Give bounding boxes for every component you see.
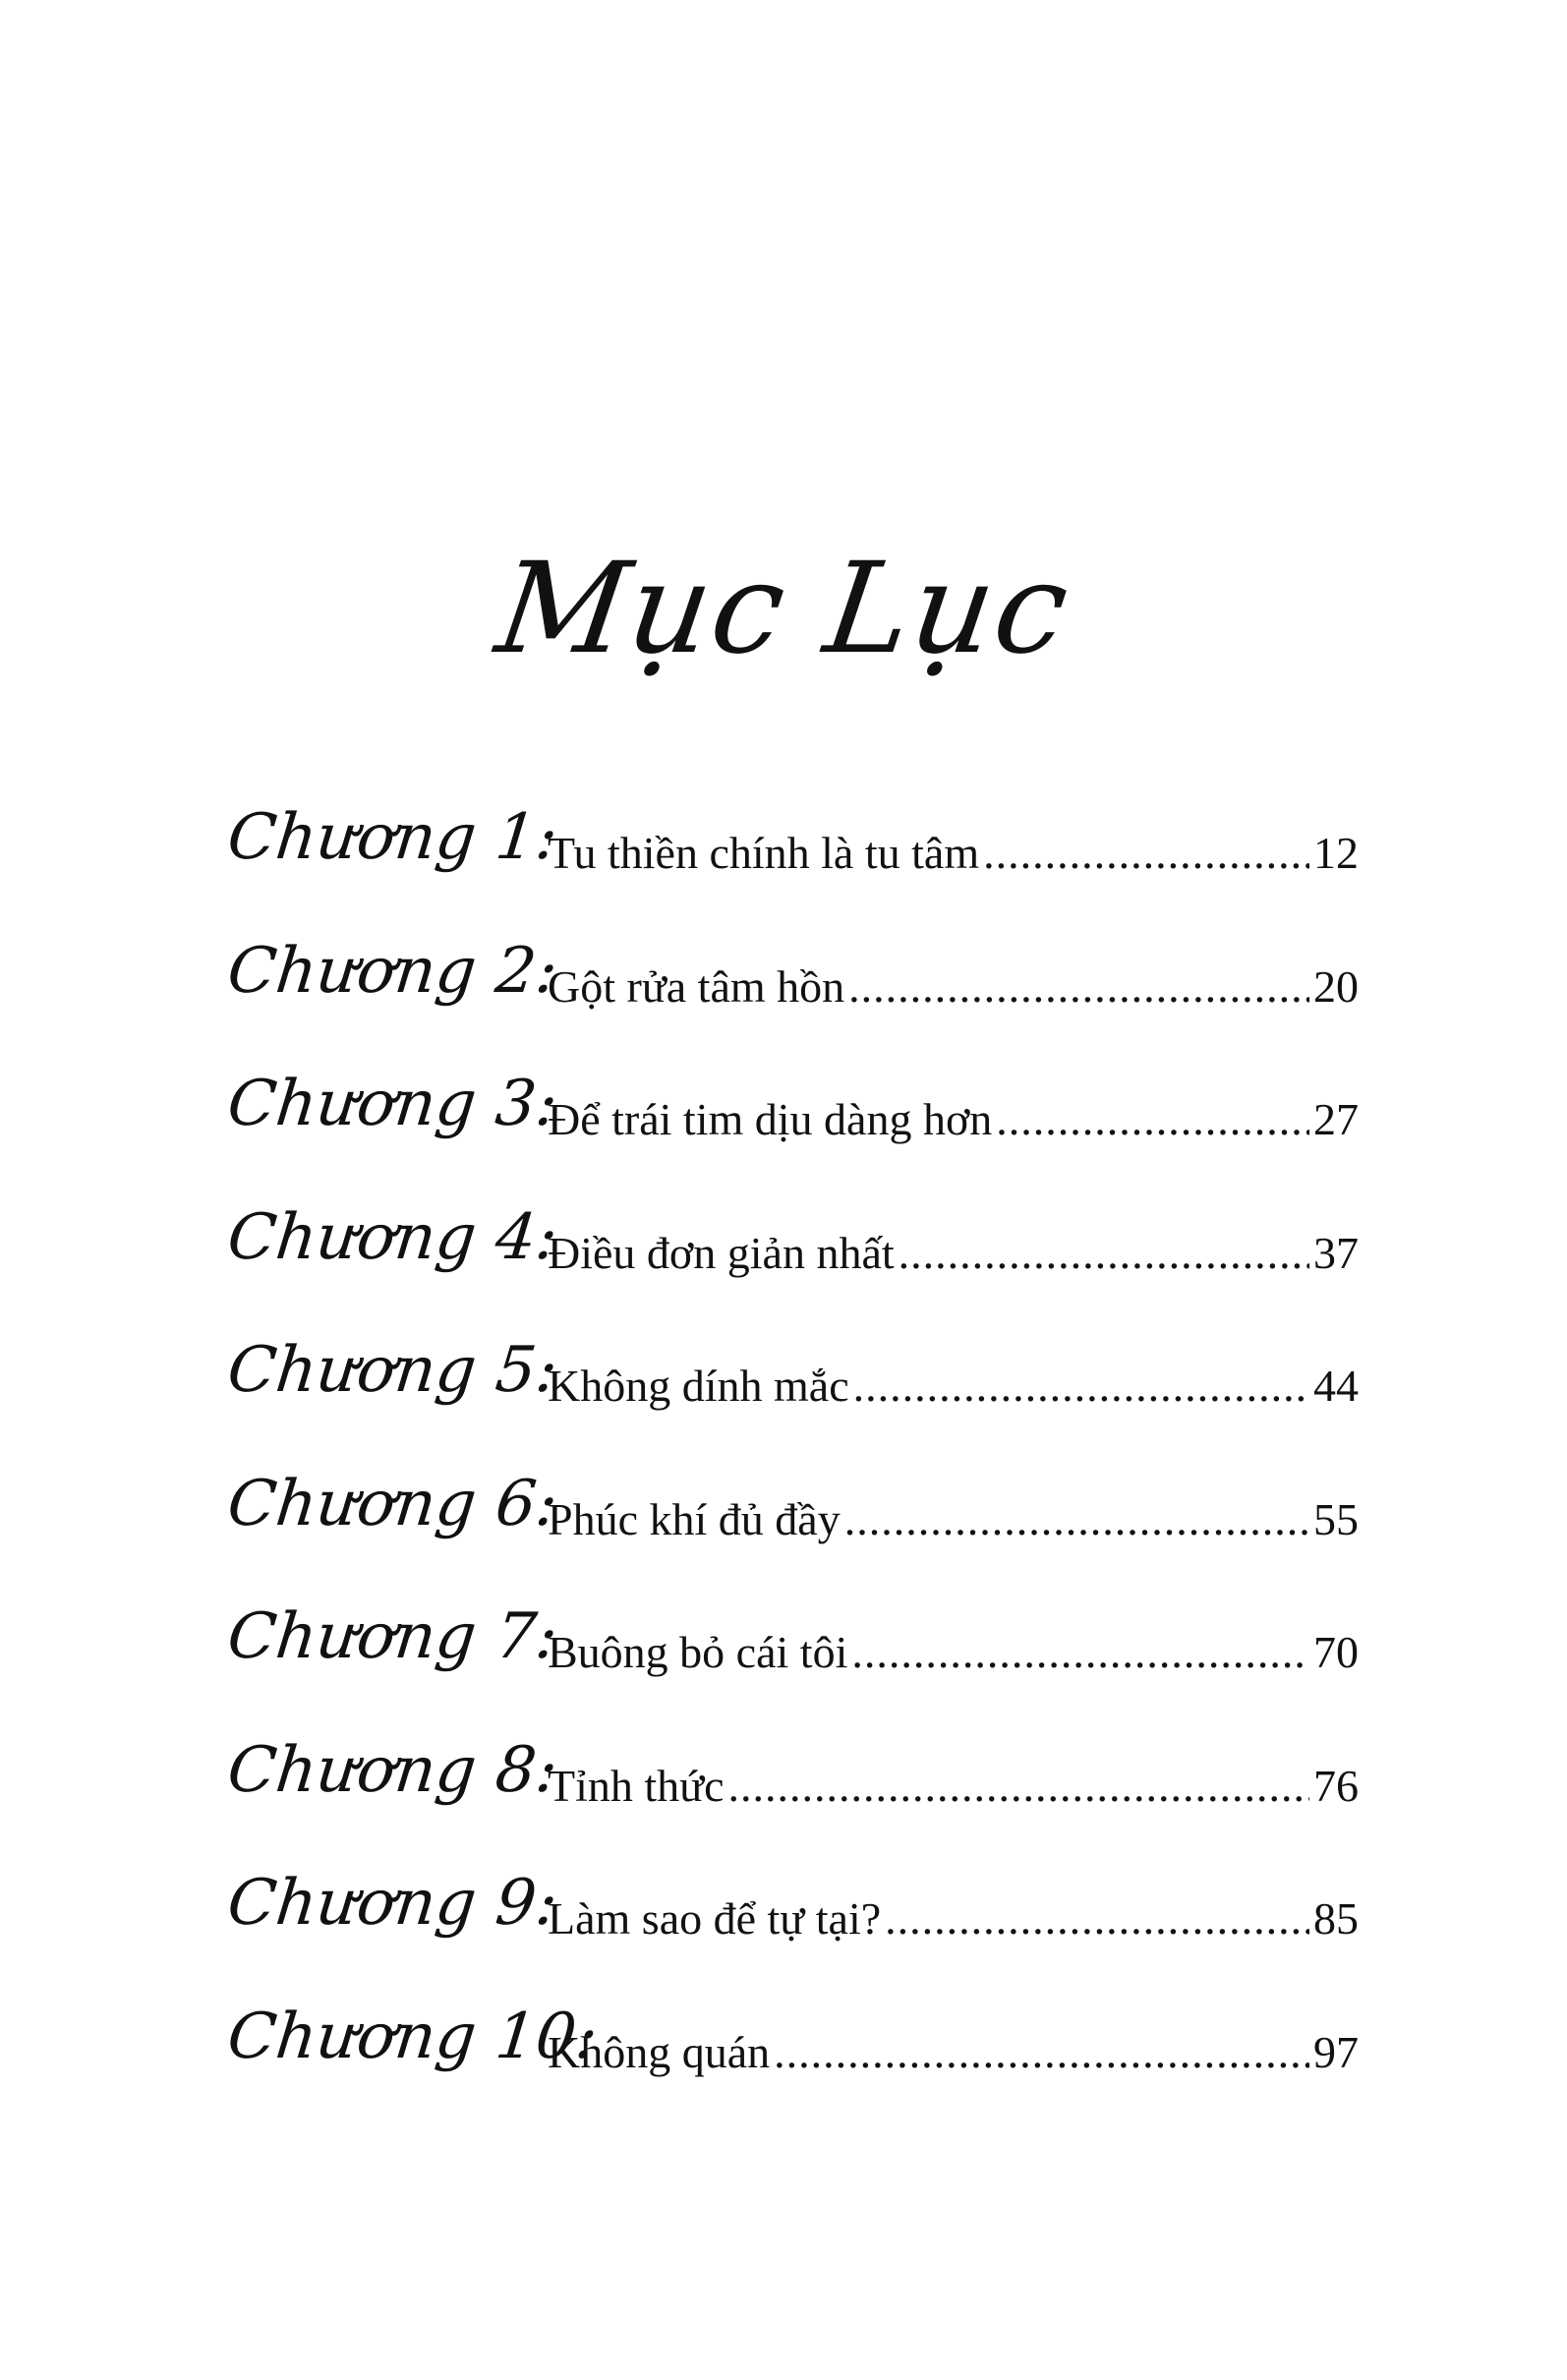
toc-row[interactable] [224,1467,1359,1606]
dot-leader [899,1231,1309,1276]
chapter-label: Chương 4: [224,1200,561,1274]
toc-row[interactable] [224,2000,1359,2139]
chapter-title: Buông bỏ cái tôi [548,1627,848,1677]
page-number: 37 [1313,1227,1359,1278]
dot-leader [851,1630,1309,1675]
chapter-label: Chương 10: [224,2000,602,2073]
page-number: 85 [1313,1893,1359,1944]
toc-entry [548,1493,1359,1544]
dot-leader [774,2030,1309,2075]
toc-row[interactable] [224,1600,1359,1739]
chapter-title: Điều đơn giản nhất [548,1227,895,1278]
toc-row[interactable] [224,1200,1359,1340]
chapter-title: Không dính mắc [548,1361,849,1411]
chapter-label: Chương 6: [224,1467,561,1540]
dot-leader [996,1097,1309,1142]
dot-leader [983,831,1309,876]
toc-row[interactable] [224,1334,1359,1473]
chapter-title: Không quán [548,2026,771,2077]
chapter-label: Chương 3: [224,1068,561,1140]
chapter-title: Để trái tim dịu dàng hơn [548,1094,993,1144]
table-of-contents [224,801,1359,2138]
dot-leader [853,1364,1309,1409]
toc-entry [548,1094,1359,1144]
toc-entry [548,1627,1359,1677]
chapter-label: Chương 9: [224,1867,561,1940]
page-number: 97 [1313,2026,1359,2077]
page-number: 12 [1313,828,1359,878]
toc-entry [548,2026,1359,2077]
chapter-label: Chương 2: [224,934,561,1008]
toc-entry [548,1227,1359,1278]
chapter-title: Phúc khí đủ đầy [548,1493,841,1544]
dot-leader [728,1764,1309,1809]
toc-entry [548,1893,1359,1944]
page-number: 76 [1313,1760,1359,1811]
toc-entry [548,1361,1359,1411]
dot-leader [844,1497,1309,1542]
chapter-label: Chương 8: [224,1733,561,1807]
chapter-title: Làm sao để tự tại? [548,1893,882,1944]
toc-row[interactable] [224,1733,1359,1873]
chapter-label: Chương 1: [224,801,561,874]
chapter-title: Gột rửa tâm hồn [548,960,845,1012]
toc-entry [548,1760,1359,1811]
page-number: 44 [1313,1361,1359,1411]
page-title: Mục Lục [489,535,1079,682]
page-number: 20 [1313,960,1359,1012]
toc-entry [548,828,1359,878]
page-number: 55 [1313,1493,1359,1544]
dot-leader [848,964,1309,1010]
toc-entry [548,960,1359,1012]
toc-row[interactable] [224,801,1359,940]
page-number: 70 [1313,1627,1359,1677]
dot-leader [885,1896,1309,1942]
toc-row[interactable] [224,1867,1359,2005]
toc-row[interactable] [224,1068,1359,1206]
chapter-title: Tu thiền chính là tu tâm [548,828,980,878]
chapter-label: Chương 5: [224,1334,561,1407]
chapter-title: Tỉnh thức [548,1760,725,1811]
toc-row[interactable] [224,934,1359,1074]
page-number: 27 [1313,1094,1359,1144]
chapter-label: Chương 7: [224,1600,561,1673]
